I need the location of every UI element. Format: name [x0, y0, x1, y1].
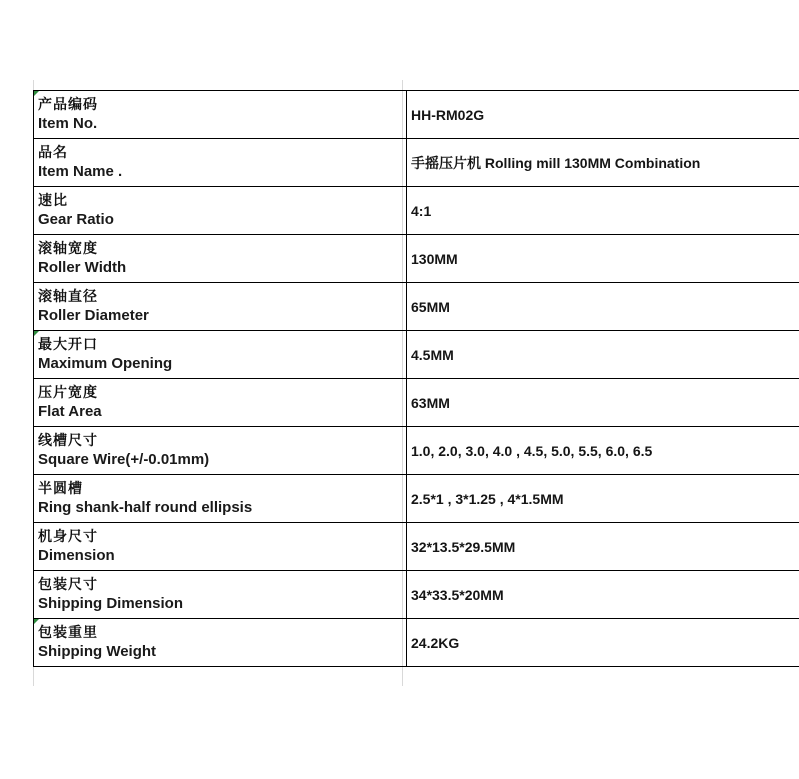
spec-label-cell[interactable]: [34, 331, 407, 379]
spec-value-cell[interactable]: 65MM: [407, 283, 799, 331]
table-row: [34, 187, 799, 235]
spec-table-body: [34, 91, 799, 667]
spec-table: [33, 90, 799, 667]
spec-label-chinese: 品名: [38, 144, 68, 161]
spec-value-cell[interactable]: 1.0, 2.0, 3.0, 4.0 , 4.5, 5.0, 5.5, 6.0, 6.5: [407, 427, 799, 475]
spec-label-english: Dimension: [38, 546, 115, 564]
table-row: [34, 379, 799, 427]
spec-label-chinese: 速比: [38, 192, 68, 209]
spec-label-english: Item Name .: [38, 162, 123, 180]
table-row: [34, 139, 799, 187]
spec-label-english: Flat Area: [38, 402, 102, 420]
table-row: [34, 235, 799, 283]
spec-label-chinese: 包装尺寸: [38, 576, 98, 593]
spec-label-cell[interactable]: [34, 475, 407, 523]
spec-label-chinese: 滚轴直径: [38, 288, 98, 305]
spec-label-cell[interactable]: [34, 91, 407, 139]
spec-label-english: Item No.: [38, 114, 98, 132]
spec-label-chinese: 线槽尺寸: [38, 432, 98, 449]
table-row: [34, 475, 799, 523]
spec-value-cell[interactable]: 4:1: [407, 187, 799, 235]
table-row: [34, 523, 799, 571]
table-row: [34, 571, 799, 619]
spec-value-cell[interactable]: 34*33.5*20MM: [407, 571, 799, 619]
comment-marker-icon: [34, 619, 39, 624]
spec-label-english: Maximum Opening: [38, 354, 173, 372]
spec-label-english: Shipping Dimension: [38, 594, 183, 612]
spec-label-chinese: 最大开口: [38, 336, 98, 353]
spec-label-cell[interactable]: [34, 523, 407, 571]
spec-value-cell[interactable]: 24.2KG: [407, 619, 799, 667]
table-row: [34, 91, 799, 139]
spec-label-cell[interactable]: [34, 283, 407, 331]
comment-marker-icon: [34, 331, 39, 336]
table-row: [34, 331, 799, 379]
spec-label-cell[interactable]: [34, 427, 407, 475]
spec-value-cell[interactable]: 2.5*1 , 3*1.25 , 4*1.5MM: [407, 475, 799, 523]
spec-label-english: Shipping Weight: [38, 642, 157, 660]
spec-label-chinese: 压片宽度: [38, 384, 98, 401]
spec-label-chinese: 滚轴宽度: [38, 240, 98, 257]
spec-label-cell[interactable]: [34, 379, 407, 427]
table-row: [34, 427, 799, 475]
spec-label-english: Roller Width: [38, 258, 127, 276]
spec-label-english: Ring shank-half round ellipsis: [38, 498, 253, 516]
spec-label-cell[interactable]: [34, 619, 407, 667]
spec-value-cell[interactable]: 手摇压片机 Rolling mill 130MM Combination: [407, 139, 799, 187]
spec-value-cell[interactable]: 4.5MM: [407, 331, 799, 379]
spec-label-chinese: 机身尺寸: [38, 528, 98, 545]
spec-label-cell[interactable]: [34, 187, 407, 235]
spec-label-english: Gear Ratio: [38, 210, 114, 228]
spec-value-cell[interactable]: 130MM: [407, 235, 799, 283]
table-row: [34, 283, 799, 331]
spec-label-cell[interactable]: [34, 139, 407, 187]
table-row: [34, 619, 799, 667]
spec-label-english: Roller Diameter: [38, 306, 149, 324]
spec-value-cell[interactable]: 63MM: [407, 379, 799, 427]
spec-label-chinese: 产品编码: [38, 96, 98, 113]
comment-marker-icon: [34, 91, 39, 96]
spec-label-cell[interactable]: [34, 235, 407, 283]
spec-label-cell[interactable]: [34, 571, 407, 619]
spec-label-chinese: 半圆槽: [38, 480, 83, 497]
spec-label-chinese: 包装重里: [38, 624, 98, 641]
spec-value-cell[interactable]: 32*13.5*29.5MM: [407, 523, 799, 571]
spec-value-cell[interactable]: HH-RM02G: [407, 91, 799, 139]
spec-label-english: Square Wire(+/-0.01mm): [38, 450, 210, 468]
